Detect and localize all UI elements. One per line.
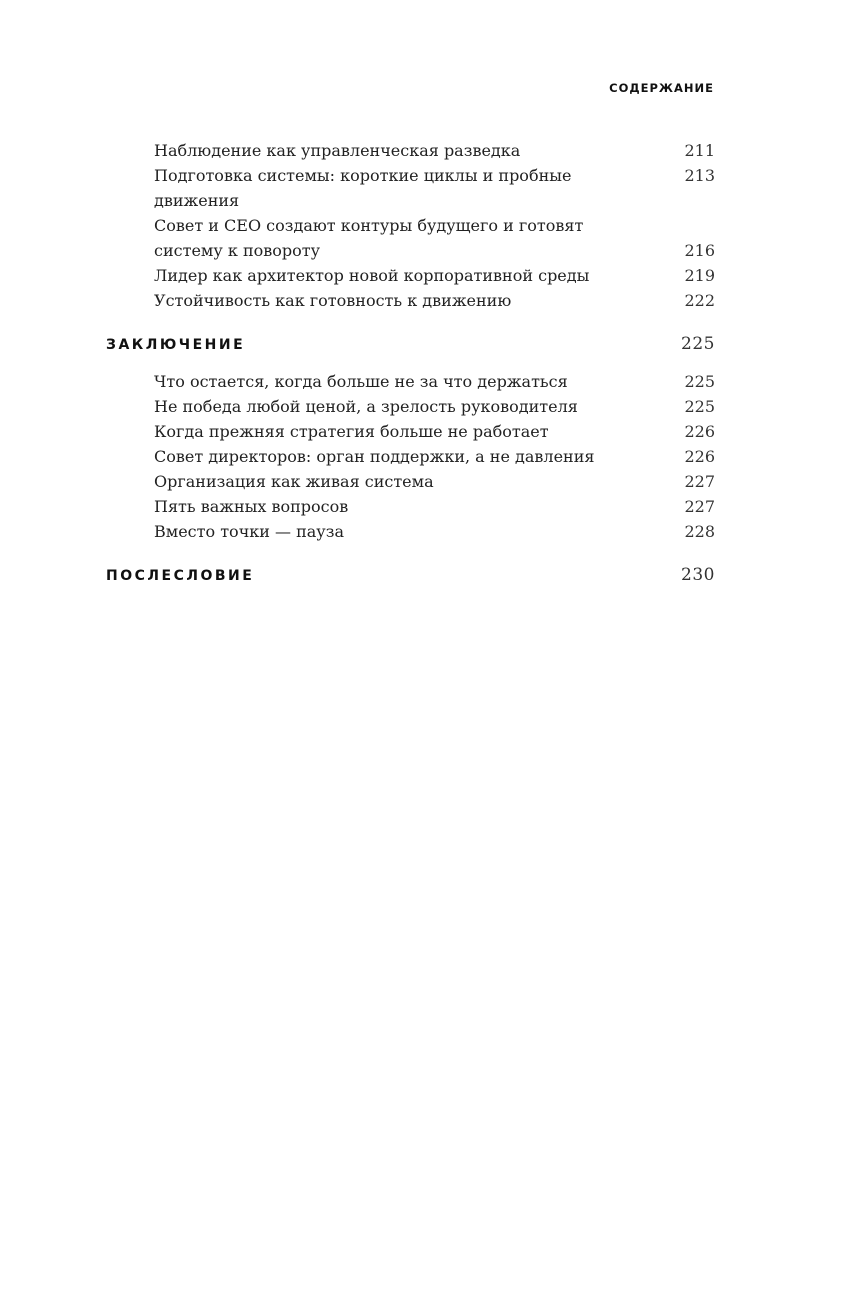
- toc-entry-title: Что остается, когда больше не за что держаться: [154, 372, 568, 391]
- toc-entry-title: Совет директоров: орган поддержки, а не давления: [154, 447, 595, 466]
- toc-entry-page: 211: [684, 141, 715, 160]
- table-of-contents: [106, 138, 715, 600]
- toc-entry-page: 213: [684, 166, 715, 185]
- toc-entry-page: 226: [684, 422, 715, 441]
- toc-entry-page: 227: [684, 497, 715, 516]
- toc-entry: [106, 444, 715, 469]
- toc-entry-page: 226: [684, 447, 715, 466]
- toc-entry: [106, 494, 715, 519]
- toc-entry-page: 225: [684, 372, 715, 391]
- toc-entry: [106, 213, 715, 263]
- toc-entry-title: Не победа любой ценой, а зрелость руководителя: [154, 397, 578, 416]
- running-header-title: СОДЕРЖАНИЕ: [609, 81, 714, 95]
- toc-entry-title: Когда прежняя стратегия больше не работает: [154, 422, 549, 441]
- toc-entry: [106, 138, 715, 163]
- toc-entry-page: 219: [684, 266, 715, 285]
- toc-section-page: 230: [681, 565, 715, 585]
- toc-entry-title: Пять важных вопросов: [154, 497, 349, 516]
- toc-entry-title: Совет и CEO создают контуры будущего и готовят систему к повороту: [154, 216, 584, 260]
- toc-entry: [106, 288, 715, 313]
- toc-entry-page: 216: [684, 241, 715, 260]
- toc-entry-title: Лидер как архитектор новой корпоративной среды: [154, 266, 590, 285]
- toc-entry: [106, 263, 715, 288]
- toc-entry: [106, 163, 715, 213]
- toc-entry-title: Вместо точки — пауза: [154, 522, 344, 541]
- toc-entry: [106, 469, 715, 494]
- toc-entry-title: Наблюдение как управленческая разведка: [154, 141, 521, 160]
- toc-entry-title: Организация как живая система: [154, 472, 434, 491]
- toc-entry-page: 228: [684, 522, 715, 541]
- toc-entry-page: 222: [684, 291, 715, 310]
- toc-entry: [106, 519, 715, 544]
- toc-entry-title: Устойчивость как готовность к движению: [154, 291, 512, 310]
- toc-entry-page: 225: [684, 397, 715, 416]
- toc-section-page: 225: [681, 334, 715, 354]
- toc-entry: [106, 394, 715, 419]
- toc-entry: [106, 369, 715, 394]
- toc-section-title: ЗАКЛЮЧЕНИЕ: [106, 337, 246, 353]
- toc-entry-title: Подготовка системы: короткие циклы и пробные движения: [154, 166, 572, 210]
- toc-entry-page: 227: [684, 472, 715, 491]
- toc-section-title: ПОСЛЕСЛОВИЕ: [106, 568, 255, 584]
- toc-section-afterword: [106, 562, 715, 589]
- toc-section-conclusion: [106, 331, 715, 358]
- toc-entry: [106, 419, 715, 444]
